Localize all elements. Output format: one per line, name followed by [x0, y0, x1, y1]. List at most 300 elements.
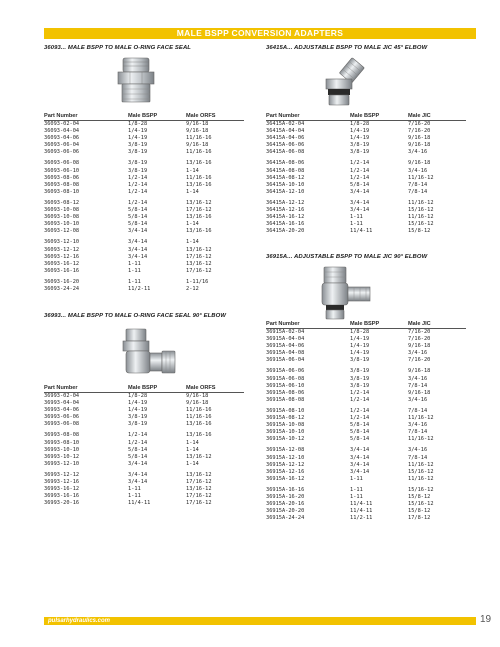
- table-row: [44, 268, 244, 275]
- thread-size-cell: 1/8-28: [350, 329, 370, 335]
- part-number-cell: 36915A-08-10: [266, 407, 305, 414]
- section-36993: [44, 313, 264, 319]
- thread-size-cell: 7/16-20: [408, 329, 431, 335]
- part-number-cell: 36993-08-08: [44, 432, 80, 439]
- thread-size-cell: 7/8-14: [408, 188, 428, 195]
- spec-table-36415A: [266, 113, 466, 235]
- thread-size-cell: 1/2-14: [128, 439, 148, 446]
- thread-size-cell: 13/16-16: [186, 181, 212, 188]
- part-number-cell: 36993-16-16: [44, 493, 80, 500]
- table-row: [266, 207, 466, 214]
- thread-size-cell: 15/16-12: [408, 207, 434, 214]
- part-number-cell: 36915A-12-10: [266, 454, 305, 461]
- thread-size-cell: 2-12: [186, 285, 199, 292]
- thread-size-cell: 5/8-14: [128, 221, 148, 228]
- thread-size-cell: 3/4-14: [128, 460, 148, 467]
- table-row: [44, 393, 244, 401]
- thread-size-cell: 3/8-19: [350, 149, 370, 156]
- thread-size-cell: 1-11: [350, 493, 363, 500]
- thread-size-cell: 15/16-12: [408, 486, 434, 493]
- thread-size-cell: 13/16-16: [186, 160, 212, 167]
- thread-size-cell: 1-11: [128, 260, 141, 267]
- table-row: [44, 247, 244, 254]
- thread-size-cell: 7/8-14: [408, 181, 428, 188]
- thread-size-cell: 3/8-19: [128, 142, 148, 149]
- thread-size-cell: 1-14: [186, 188, 199, 195]
- thread-size-cell: 5/8-14: [350, 429, 370, 436]
- thread-size-cell: 1/2-14: [350, 389, 370, 396]
- thread-size-cell: 1/4-19: [128, 135, 148, 142]
- part-number-cell: 36093-08-12: [44, 199, 80, 206]
- thread-size-cell: 1-11/16: [186, 278, 209, 285]
- thread-size-cell: 3/8-19: [350, 382, 370, 389]
- thread-size-cell: 1/2-14: [350, 407, 370, 414]
- thread-size-cell: 11/16-12: [408, 214, 434, 221]
- table-row: [44, 447, 244, 454]
- table-row: [266, 447, 466, 454]
- thread-size-cell: 1/8-28: [350, 121, 370, 127]
- thread-size-cell: 3/8-19: [128, 149, 148, 156]
- part-number-cell: 36093-04-04: [44, 128, 80, 135]
- part-number-cell: 36093-04-06: [44, 135, 80, 142]
- part-number-cell: 36415A-06-06: [266, 142, 305, 149]
- spec-table-36993: [44, 385, 244, 507]
- table-row: [44, 189, 244, 196]
- part-number-cell: 36993-12-16: [44, 479, 80, 486]
- thread-size-cell: 11/16-12: [408, 415, 434, 422]
- part-number-cell: 36093-10-08: [44, 214, 80, 221]
- thread-size-cell: 13/16-16: [186, 228, 212, 235]
- thread-size-cell: 1/4-19: [128, 128, 148, 135]
- thread-size-cell: 1/2-14: [128, 188, 148, 195]
- thread-size-cell: 1-11: [128, 486, 141, 493]
- table-row: [44, 135, 244, 142]
- thread-size-cell: 9/16-18: [186, 400, 209, 407]
- thread-size-cell: 9/16-18: [186, 121, 209, 127]
- part-number-cell: 36093-08-08: [44, 181, 80, 188]
- table-row: [266, 397, 466, 404]
- thread-size-cell: 13/16-12: [186, 246, 212, 253]
- column-header: Male ORFS: [186, 113, 244, 121]
- part-number-cell: 36993-12-10: [44, 460, 80, 467]
- page-banner: MALE BSPP CONVERSION ADAPTERS: [44, 28, 476, 39]
- part-number-cell: 36915A-20-16: [266, 501, 305, 508]
- thread-size-cell: 1/8-28: [128, 121, 148, 127]
- spec-table-36093: [44, 113, 244, 293]
- thread-size-cell: 9/16-18: [408, 142, 431, 149]
- thread-size-cell: 3/4-14: [128, 239, 148, 246]
- table-row: [44, 486, 244, 493]
- thread-size-cell: 1-11: [128, 493, 141, 500]
- table-row: [44, 175, 244, 182]
- thread-size-cell: 7/16-20: [408, 336, 431, 343]
- section-title: 36915A... ADJUSTABLE BSPP TO MALE JIC 90° ELBOW: [266, 254, 428, 260]
- part-number-cell: 36993-02-04: [44, 393, 80, 399]
- table-row: [44, 414, 244, 421]
- column-header: Male BSPP: [128, 385, 186, 393]
- part-number-cell: 36993-20-16: [44, 500, 80, 507]
- table-row: [266, 436, 466, 443]
- thread-size-cell: 17/16-12: [186, 493, 212, 500]
- table-row: [44, 421, 244, 428]
- thread-size-cell: 9/16-18: [408, 343, 431, 350]
- table-row: [266, 469, 466, 476]
- part-number-cell: 36093-06-08: [44, 160, 80, 167]
- part-number-cell: 36915A-20-20: [266, 508, 305, 515]
- thread-size-cell: 11/16-16: [186, 407, 212, 414]
- thread-size-cell: 9/16-18: [408, 135, 431, 142]
- table-row: [266, 415, 466, 422]
- thread-size-cell: 5/8-14: [128, 446, 148, 453]
- section-title: 36415A... ADJUSTABLE BSPP TO MALE JIC 45° ELBOW: [266, 45, 428, 51]
- table-row: [44, 149, 244, 156]
- table-row: [266, 214, 466, 221]
- part-number-cell: 36915A-04-08: [266, 350, 305, 357]
- table-row: [44, 400, 244, 407]
- thread-size-cell: 17/16-12: [186, 500, 212, 507]
- thread-size-cell: 5/8-14: [350, 436, 370, 443]
- part-number-cell: 36093-02-04: [44, 121, 80, 127]
- table-row: [44, 160, 244, 167]
- thread-size-cell: 5/8-14: [128, 453, 148, 460]
- part-number-cell: 36915A-16-16: [266, 486, 305, 493]
- thread-size-cell: 5/8-14: [128, 207, 148, 214]
- thread-size-cell: 1/2-14: [350, 415, 370, 422]
- part-number-cell: 36993-16-12: [44, 486, 80, 493]
- thread-size-cell: 11/16-16: [186, 149, 212, 156]
- thread-size-cell: 11/2-11: [350, 515, 373, 522]
- thread-size-cell: 3/4-14: [128, 479, 148, 486]
- thread-size-cell: 7/16-20: [408, 128, 431, 135]
- part-number-cell: 36915A-12-12: [266, 461, 305, 468]
- table-row: [44, 221, 244, 228]
- thread-size-cell: 9/16-18: [186, 142, 209, 149]
- part-number-cell: 36915A-10-10: [266, 429, 305, 436]
- table-row: [44, 279, 244, 286]
- table-row: [44, 472, 244, 479]
- column-header: Male BSPP: [350, 113, 408, 121]
- part-number-cell: 36915A-02-04: [266, 329, 305, 335]
- part-number-cell: 36993-10-12: [44, 453, 80, 460]
- table-row: [266, 357, 466, 364]
- table-row: [44, 440, 244, 447]
- thread-size-cell: 1/2-14: [350, 174, 370, 181]
- spec-table-36915A: [266, 321, 466, 522]
- part-number-cell: 36915A-06-08: [266, 375, 305, 382]
- thread-size-cell: 11/4-11: [128, 500, 151, 507]
- jic-elbow-90-adapter-photo: [318, 265, 374, 326]
- part-number-cell: 36993-12-12: [44, 471, 80, 478]
- thread-size-cell: 11/4-11: [350, 508, 373, 515]
- thread-size-cell: 3/8-19: [128, 421, 148, 428]
- thread-size-cell: 1/8-28: [128, 393, 148, 399]
- thread-size-cell: 3/4-16: [408, 350, 428, 357]
- table-row: [266, 149, 466, 156]
- table-row: [44, 121, 244, 129]
- table-row: [266, 368, 466, 375]
- table-row: [266, 494, 466, 501]
- thread-size-cell: 11/4-11: [350, 501, 373, 508]
- thread-size-cell: 17/16-12: [186, 207, 212, 214]
- table-row: [266, 476, 466, 483]
- thread-size-cell: 3/4-14: [128, 228, 148, 235]
- table-row: [266, 429, 466, 436]
- thread-size-cell: 1/4-19: [350, 350, 370, 357]
- table-row: [266, 455, 466, 462]
- column-header: Male JIC: [408, 113, 466, 121]
- thread-size-cell: 11/16-12: [408, 436, 434, 443]
- thread-size-cell: 13/16-12: [186, 260, 212, 267]
- thread-size-cell: 7/8-14: [408, 429, 428, 436]
- thread-size-cell: 3/4-16: [408, 149, 428, 156]
- thread-size-cell: 1-11: [128, 267, 141, 274]
- thread-size-cell: 3/4-14: [128, 471, 148, 478]
- part-number-cell: 36093-16-16: [44, 267, 80, 274]
- part-number-cell: 36093-06-10: [44, 167, 80, 174]
- thread-size-cell: 11/16-12: [408, 475, 434, 482]
- part-number-cell: 36915A-16-12: [266, 475, 305, 482]
- thread-size-cell: 1-14: [186, 221, 199, 228]
- part-number-cell: 36915A-08-08: [266, 396, 305, 403]
- thread-size-cell: 15/16-12: [408, 501, 434, 508]
- thread-size-cell: 7/16-20: [408, 121, 431, 127]
- part-number-cell: 36915A-10-12: [266, 436, 305, 443]
- part-number-cell: 36915A-08-12: [266, 415, 305, 422]
- thread-size-cell: 13/16-12: [186, 486, 212, 493]
- thread-size-cell: 3/4-14: [350, 188, 370, 195]
- thread-size-cell: 3/4-14: [350, 468, 370, 475]
- thread-size-cell: 11/16-12: [408, 461, 434, 468]
- table-row: [44, 239, 244, 246]
- thread-size-cell: 1-14: [186, 167, 199, 174]
- page-number: 19: [480, 614, 492, 625]
- thread-size-cell: 3/4-14: [350, 461, 370, 468]
- column-header: Part Number: [44, 113, 128, 121]
- thread-size-cell: 3/8-19: [128, 414, 148, 421]
- part-number-cell: 36415A-04-06: [266, 135, 305, 142]
- thread-size-cell: 11/2-11: [128, 285, 151, 292]
- thread-size-cell: 3/4-14: [350, 447, 370, 454]
- part-number-cell: 36915A-08-06: [266, 389, 305, 396]
- thread-size-cell: 13/16-12: [186, 453, 212, 460]
- part-number-cell: 36915A-06-10: [266, 382, 305, 389]
- part-number-cell: 36415A-20-20: [266, 228, 305, 235]
- part-number-cell: 36415A-12-10: [266, 188, 305, 195]
- thread-size-cell: 15/8-12: [408, 228, 431, 235]
- part-number-cell: 36415A-08-06: [266, 160, 305, 167]
- column-header: Part Number: [44, 385, 128, 393]
- thread-size-cell: 13/16-16: [186, 432, 212, 439]
- thread-size-cell: 7/8-14: [408, 454, 428, 461]
- part-number-cell: 36415A-04-04: [266, 128, 305, 135]
- thread-size-cell: 1-14: [186, 460, 199, 467]
- part-number-cell: 36093-10-10: [44, 221, 80, 228]
- table-row: [266, 408, 466, 415]
- thread-size-cell: 1-11: [350, 486, 363, 493]
- thread-size-cell: 9/16-18: [408, 389, 431, 396]
- part-number-cell: 36415A-06-08: [266, 149, 305, 156]
- thread-size-cell: 7/8-14: [408, 382, 428, 389]
- part-number-cell: 36915A-06-06: [266, 368, 305, 375]
- table-row: [44, 128, 244, 135]
- thread-size-cell: 1/2-14: [350, 160, 370, 167]
- thread-size-cell: 13/16-12: [186, 199, 212, 206]
- table-row: [266, 487, 466, 494]
- table-row: [266, 501, 466, 508]
- part-number-cell: 36093-12-08: [44, 228, 80, 235]
- part-number-cell: 36093-12-16: [44, 253, 80, 260]
- column-header: Male ORFS: [186, 385, 244, 393]
- thread-size-cell: 11/4-11: [350, 228, 373, 235]
- part-number-cell: 36915A-24-24: [266, 515, 305, 522]
- thread-size-cell: 1-14: [186, 446, 199, 453]
- table-row: [266, 515, 466, 522]
- part-number-cell: 36415A-16-12: [266, 214, 305, 221]
- table-row: [266, 383, 466, 390]
- thread-size-cell: 9/16-18: [408, 160, 431, 167]
- thread-size-cell: 7/16-20: [408, 357, 431, 364]
- part-number-cell: 36993-04-04: [44, 400, 80, 407]
- thread-size-cell: 1-11: [350, 214, 363, 221]
- table-row: [44, 454, 244, 461]
- thread-size-cell: 11/16-16: [186, 174, 212, 181]
- part-number-cell: 36093-06-06: [44, 149, 80, 156]
- thread-size-cell: 17/8-12: [408, 515, 431, 522]
- table-row: [44, 479, 244, 486]
- thread-size-cell: 3/8-19: [350, 375, 370, 382]
- table-row: [44, 207, 244, 214]
- thread-size-cell: 1/4-19: [128, 407, 148, 414]
- thread-size-cell: 3/8-19: [128, 160, 148, 167]
- thread-size-cell: 17/16-12: [186, 479, 212, 486]
- part-number-cell: 36093-24-24: [44, 285, 80, 292]
- thread-size-cell: 1-11: [350, 221, 363, 228]
- table-row: [266, 462, 466, 469]
- thread-size-cell: 15/8-12: [408, 493, 431, 500]
- thread-size-cell: 3/4-14: [350, 199, 370, 206]
- table-row: [44, 182, 244, 189]
- table-row: [44, 261, 244, 268]
- thread-size-cell: 3/4-16: [408, 447, 428, 454]
- part-number-cell: 36093-12-12: [44, 246, 80, 253]
- part-number-cell: 36993-10-10: [44, 446, 80, 453]
- column-header: Part Number: [266, 113, 350, 121]
- thread-size-cell: 15/16-12: [408, 221, 434, 228]
- thread-size-cell: 3/4-14: [350, 454, 370, 461]
- thread-size-cell: 3/4-14: [128, 246, 148, 253]
- thread-size-cell: 5/8-14: [350, 181, 370, 188]
- table-row: [266, 329, 466, 337]
- table-row: [266, 422, 466, 429]
- table-row: [44, 461, 244, 468]
- table-row: [266, 168, 466, 175]
- table-row: [266, 160, 466, 167]
- thread-size-cell: 1/4-19: [350, 128, 370, 135]
- table-row: [44, 254, 244, 261]
- table-row: [44, 407, 244, 414]
- part-number-cell: 36915A-06-04: [266, 357, 305, 364]
- elbow-45-adapter-photo: [318, 57, 368, 112]
- section-36415A: [266, 45, 476, 51]
- table-row: [266, 189, 466, 196]
- thread-size-cell: 3/4-14: [128, 253, 148, 260]
- table-row: [44, 500, 244, 507]
- thread-size-cell: 1-14: [186, 439, 199, 446]
- thread-size-cell: 1/2-14: [128, 432, 148, 439]
- thread-size-cell: 13/16-16: [186, 214, 212, 221]
- thread-size-cell: 1-14: [186, 239, 199, 246]
- footer-url[interactable]: pulsarhydraulics.com: [48, 618, 111, 624]
- thread-size-cell: 17/16-12: [186, 267, 212, 274]
- thread-size-cell: 1/4-19: [350, 343, 370, 350]
- thread-size-cell: 15/16-12: [408, 468, 434, 475]
- section-36093: [44, 45, 254, 51]
- part-number-cell: 36415A-10-10: [266, 181, 305, 188]
- thread-size-cell: 17/16-12: [186, 253, 212, 260]
- part-number-cell: 36915A-04-04: [266, 336, 305, 343]
- part-number-cell: 36093-08-10: [44, 188, 80, 195]
- thread-size-cell: 1/4-19: [350, 135, 370, 142]
- straight-adapter-photo: [114, 56, 158, 111]
- part-number-cell: 36915A-10-08: [266, 422, 305, 429]
- part-number-cell: 36993-06-06: [44, 414, 80, 421]
- thread-size-cell: 1-11: [350, 475, 363, 482]
- thread-size-cell: 11/16-16: [186, 135, 212, 142]
- table-row: [44, 493, 244, 500]
- table-row: [266, 182, 466, 189]
- table-row: [266, 121, 466, 129]
- thread-size-cell: 3/4-16: [408, 422, 428, 429]
- thread-size-cell: 3/4-16: [408, 375, 428, 382]
- part-number-cell: 36993-04-06: [44, 407, 80, 414]
- thread-size-cell: 1/4-19: [350, 336, 370, 343]
- part-number-cell: 36415A-12-12: [266, 199, 305, 206]
- table-row: [44, 200, 244, 207]
- thread-size-cell: 15/8-12: [408, 508, 431, 515]
- thread-size-cell: 9/16-18: [186, 128, 209, 135]
- thread-size-cell: 7/8-14: [408, 407, 428, 414]
- table-row: [266, 343, 466, 350]
- elbow-90-adapter-photo: [120, 327, 178, 384]
- part-number-cell: 36415A-16-16: [266, 221, 305, 228]
- part-number-cell: 36093-16-12: [44, 260, 80, 267]
- column-header: Part Number: [266, 321, 350, 329]
- thread-size-cell: 1/4-19: [128, 400, 148, 407]
- part-number-cell: 36093-12-10: [44, 239, 80, 246]
- part-number-cell: 36915A-04-06: [266, 343, 305, 350]
- thread-size-cell: 1-11: [128, 278, 141, 285]
- table-row: [266, 376, 466, 383]
- thread-size-cell: 13/16-12: [186, 471, 212, 478]
- thread-size-cell: 3/4-16: [408, 167, 428, 174]
- part-number-cell: 36415A-02-04: [266, 121, 305, 127]
- column-header: Male JIC: [408, 321, 466, 329]
- part-number-cell: 36993-08-10: [44, 439, 80, 446]
- thread-size-cell: 3/8-19: [350, 142, 370, 149]
- table-row: [266, 390, 466, 397]
- section-36915A: [266, 254, 476, 260]
- table-row: [266, 228, 466, 235]
- table-row: [266, 175, 466, 182]
- thread-size-cell: 13/16-16: [186, 421, 212, 428]
- thread-size-cell: 1/2-14: [350, 396, 370, 403]
- table-row: [44, 168, 244, 175]
- thread-size-cell: 1/2-14: [350, 167, 370, 174]
- thread-size-cell: 11/16-12: [408, 174, 434, 181]
- part-number-cell: 36415A-12-16: [266, 207, 305, 214]
- part-number-cell: 36915A-16-20: [266, 493, 305, 500]
- part-number-cell: 36915A-12-08: [266, 447, 305, 454]
